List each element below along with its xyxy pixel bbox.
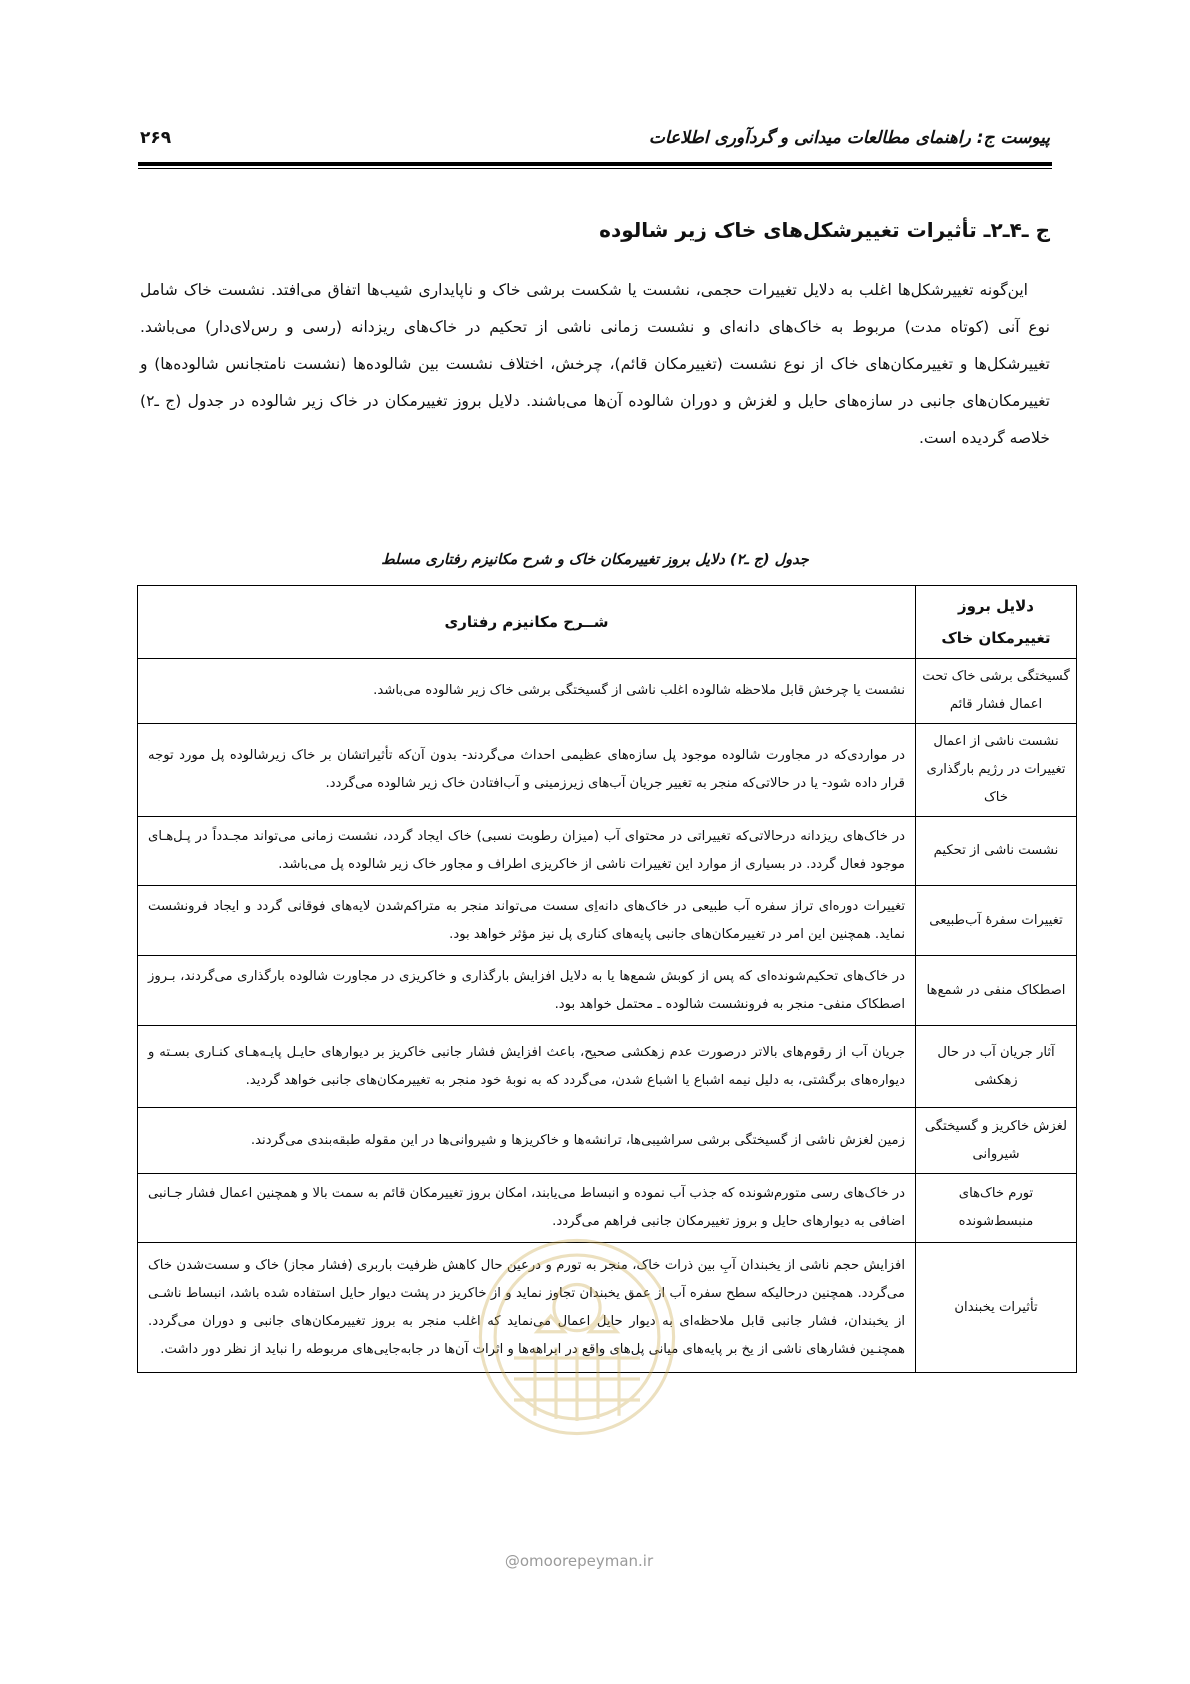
row-cause: تأثیرات یخبندان [916,1243,1077,1373]
table-row [138,956,1077,1026]
row-cause: تورم خاک‌های منبسط‌شونده [916,1174,1077,1243]
row-cause: آثار جریان آب در حال زهکشی [916,1026,1077,1108]
section-heading: ج ـ۴ـ۲ـ تأثیرات تغییرشکل‌های خاک زیر شالوده [599,218,1050,242]
row-cause: تغییرات سفرهٔ آب‌طبیعی [916,886,1077,956]
row-cause: اصطکاک منفی در شمع‌ها [916,956,1077,1026]
page-header [140,124,1050,156]
table-row [138,817,1077,886]
row-description: در خاک‌های تحکیم‌شونده‌ای که پس از کوبش شمع‌ها یا به دلایل افزایش بارگذاری و خاکریزی در مجاورت شالوده بارگذاری می‌گردند، بـروز اصطکاک منفی- منجر به فرونشست شالوده ـ محتمل خواهد بود. [138,956,916,1026]
header-cause [916,586,1077,659]
header-rule-thick [138,162,1052,166]
row-description: تغییرات دوره‌ای تراز سفره آب طبیعی در خاک‌های دانه‌اِی سست می‌تواند منجر به متراکم‌شدن لایه‌های فوقانی گردد و ایجاد فرونشست نماید. همچنین این امر در تغییرمکان‌های جانبی پایه‌های کناری پل نیز مؤثر خواهد بود. [138,886,916,956]
row-description: در خاک‌های رسی متورم‌شونده که جذب آب نموده و انبساط می‌یابند، امکان بروز تغییرمکان قائم به سمت بالا و همچنین اعمال فشار جـانبی اضافی به دیوارهای حایل و بروز تغییرمکان جانبی فراهم می‌گردد. [138,1174,916,1243]
table-row [138,659,1077,724]
table-header-row [138,586,1077,659]
row-description: زمین لغزش ناشی از گسیختگی برشی سراشیبی‌ها، ترانشه‌ها و خاکریزها و شیروانی‌ها در این مقوله طبقه‌بندی می‌گردند. [138,1108,916,1174]
row-description: افزایش حجم ناشی از یخبندان آبِ بین ذرات خاک، منجر به تورم و درعین حال کاهش ظرفیت باربری (فشار مجاز) خاک و سست‌شدن خاک می‌گردد. همچنین درحالیکه سطح سفره آب از عمق یخبندان تجاوز نماید و از خاکریز در پشت دیوار حایل استفاده شده باشد، انبساط ناشـی از یخبندان، فشار جانبی قابل ملاحظه‌ای به دیوار حایل اعمال می‌نماید که اغلب منجر به بروز تغییرمکان‌های جانبی و دوران می‌گردد. همچنـین فشارهای ناشی از یخ بر پایه‌های میانی پل‌های واقع در ابراهه‌ها و اثرات آن‌ها در جابه‌جایی‌های مربوطه را نباید از نظر دور داشت. [138,1243,916,1373]
seal-logo-icon [472,1232,682,1442]
table-row [138,1108,1077,1174]
header-description: شــرح مکانیزم رفتاری [138,586,916,659]
page-number: ۲۶۹ [140,128,172,148]
header-cause-line1: دلایل بروز [957,597,1035,615]
table-caption: جدول (ج ـ۲) دلایل بروز تغییرمکان خاک و شرح مکانیزم رفتاری مسلط [381,552,809,568]
header-cause-line2: تغییرمکان خاک [941,629,1051,647]
row-description: در مواردی‌که در مجاورت شالوده موجود پل سازه‌های عظیمی احداث می‌گردند- بدون آن‌که تأثیراتشان بر خاک زیرشالوده پل مورد توجه قرار داده شود- یا در حالاتی‌که منجر به تغییر جریان آب‌های زیرزمینی و آب‌افتادن خاک زیر شالوده می‌گردد. [138,724,916,817]
row-cause: گسیختگی برشی خاک تحت اعمال فشار قائم [916,659,1077,724]
row-description: نشست یا چرخش قابل ملاحظه شالوده اغلب ناشی از گسیختگی برشی خاک زیر شالوده می‌باشد. [138,659,916,724]
row-cause: نشست ناشی از اعمال تغییرات در رژیم بارگذاری خاک [916,724,1077,817]
row-description: جریان آب از رقوم‌های بالاتر درصورت عدم زهکشی صحیح، باعث افزایش فشار جانبی خاکریز بر دیوارهای حایـل پایـه‌هـای کنـاری بسـته و دیواره‌های برگشتی، به دلیل نیمه اشباع یا اشباع شدن، می‌گردد که به نوبهٔ خود منجر به تغییرمکان‌های جانبی خواهد گردید. [138,1026,916,1108]
table-row [138,1026,1077,1108]
header-rule-thin [138,168,1052,169]
table-row [138,886,1077,956]
table-row [138,724,1077,817]
running-header-title: پیوست ج: راهنمای مطالعات میدانی و گردآوری اطلاعات [648,128,1050,148]
row-cause: نشست ناشی از تحکیم [916,817,1077,886]
body-paragraph: این‌گونه تغییرشکل‌ها اغلب به دلایل تغییرات حجمی، نشست یا شکست برشی خاک و ناپایداری شیب‌ها اتفاق می‌افتد. نشست خاک شامل نوع آنی (کوتاه مدت) مربوط به خاک‌های دانه‌ای و نشست زمانی ناشی از تحکیم در خاک‌های ریزدانه (رسی و رس‌لای‌دار) می‌باشد. تغییرشکل‌ها و تغییرمکان‌های خاک از نوع نشست (تغییرمکان قائم)، چرخش، اختلاف نشست بین شالوده‌ها (نشست نامتجانس شالوده‌ها) و تغییرمکان‌های جانبی در سازه‌های حایل و لغزش و دوران شالوده آن‌ها می‌باشند. دلایل بروز تغییرمکان در خاک زیر شالوده در جدول (ج ـ۲) خلاصه گردیده است. [140,281,1050,447]
row-description: در خاک‌های ریزدانه درحالاتی‌که تغییراتی در محتوای آب (میزان رطوبت نسبی) خاک ایجاد گردد، نشست زمانی می‌تواند مجـدداً در پـل‌هـای موجود فعال گردد. در بسیاری از موارد این تغییرات ناشی از خاکریزی اطراف و مجاور خاک زیر شالوده پل می‌باشد. [138,817,916,886]
watermark-url: @omoorepeyman.ir [504,1552,654,1570]
row-cause: لغزش خاکریز و گسیختگی شیروانی [916,1108,1077,1174]
